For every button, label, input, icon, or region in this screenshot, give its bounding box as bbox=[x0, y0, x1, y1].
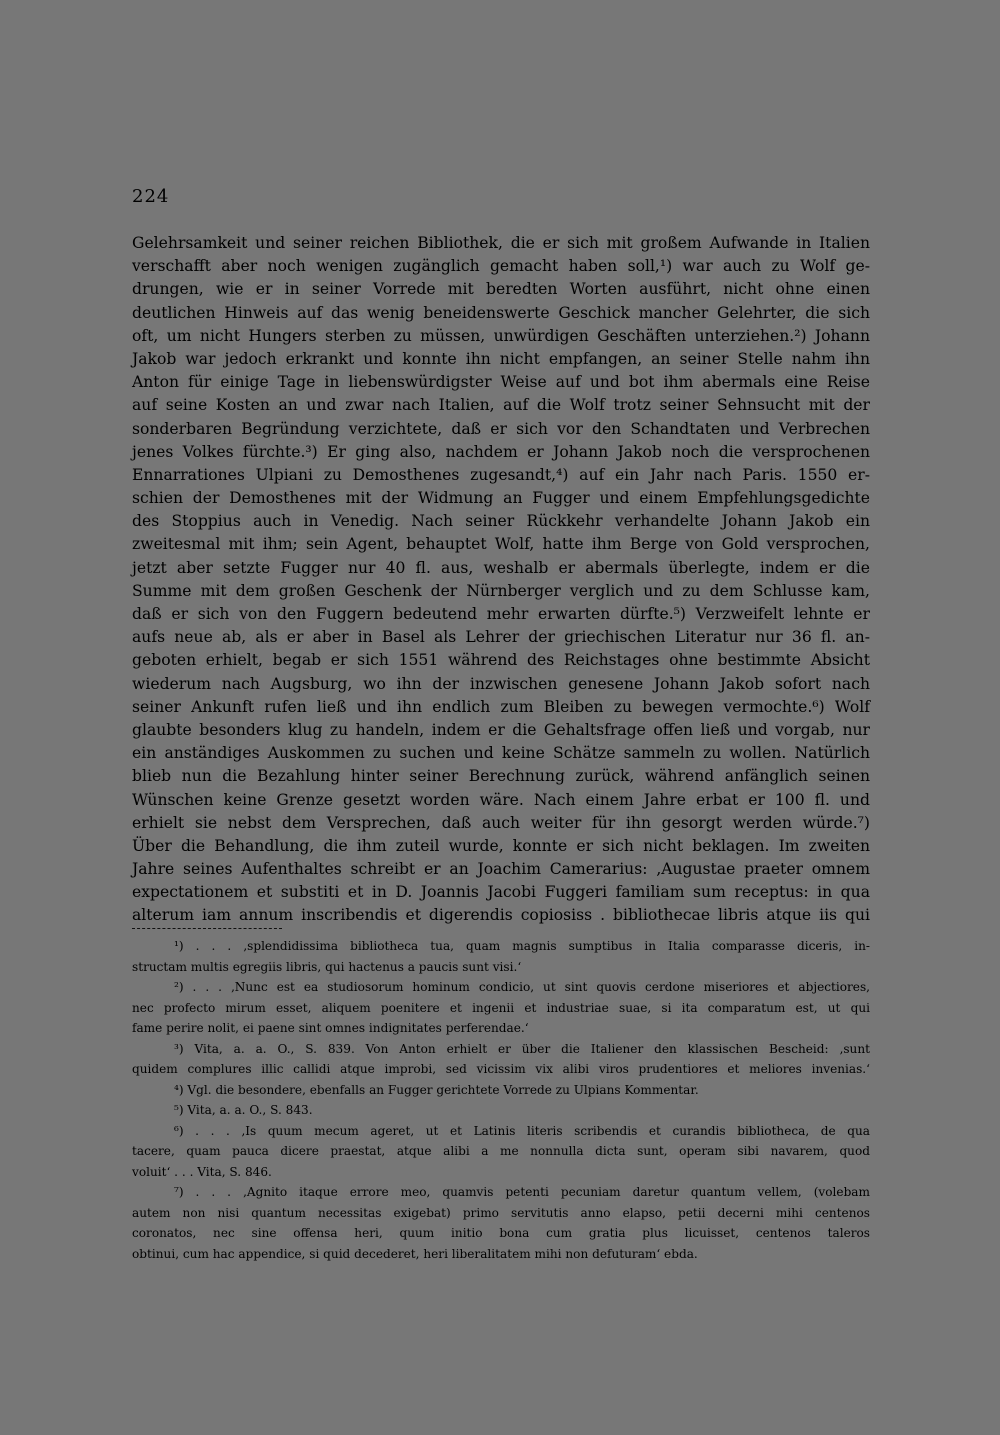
body-line: aufs neue ab, als er aber in Basel als Lehrer der griechischen Literatur nur 36 fl. an- bbox=[132, 628, 870, 647]
footnote-line: coronatos, nec sine offensa heri, quum initio bona cum gratia plus licuisset, centenos taleros bbox=[132, 1226, 870, 1240]
body-line: jetzt aber setzte Fugger nur 40 fl. aus, weshalb er abermals überlegte, indem er die bbox=[132, 558, 870, 577]
footnotes bbox=[132, 936, 870, 1264]
footnote-line: ³) Vita, a. a. O., S. 839. Von Anton erhielt er über die Italiener den klassischen Bescheid: ‚sunt bbox=[174, 1041, 870, 1056]
footnote-line: autem non nisi quantum necessitas exigebat) primo servitutis anno elapso, petii decerni mihi centenos bbox=[132, 1205, 870, 1220]
body-line: auf seine Kosten an und zwar nach Italien, auf die Wolf trotz seiner Sehnsucht mit der bbox=[132, 396, 870, 415]
body-line: Jahre seines Aufenthaltes schreibt er an Joachim Camerarius: ‚Augustae praeter omnem bbox=[132, 860, 870, 879]
footnote-line: tacere, quam pauca dicere praestat, atque alibi a me nonnulla dicta sunt, operam sibi navarem, quod bbox=[132, 1144, 870, 1158]
body-line: oft, um nicht Hungers sterben zu müssen, unwürdigen Geschäften unterziehen.²) Johann bbox=[132, 326, 870, 345]
body-line: blieb nun die Bezahlung hinter seiner Berechnung zurück, während anfänglich seinen bbox=[132, 767, 870, 786]
body-line: Jakob war jedoch erkrankt und konnte ihn nicht empfangen, an seiner Stelle nahm ihn bbox=[132, 349, 870, 368]
footnote-line: fame perire nolit, ei paene sint omnes indignitates perferendae.‘ bbox=[132, 1021, 529, 1035]
footnote-line: quidem complures illic callidi atque improbi, sed vicissim vix alibi viros prudentiores et meliores invenias.‘ bbox=[132, 1062, 870, 1076]
body-line: verschafft aber noch wenigen zugänglich gemacht haben soll,¹) war auch zu Wolf ge- bbox=[132, 257, 870, 276]
footnote-line: voluit‘ . . . Vita, S. 846. bbox=[132, 1164, 272, 1179]
body-text bbox=[132, 232, 870, 928]
body-line: ein anständiges Auskommen zu suchen und keine Schätze sammeln zu wollen. Natürlich bbox=[132, 744, 870, 763]
body-line: Summe mit dem großen Geschenk der Nürnberger verglich und zu dem Schlusse kam, bbox=[132, 581, 870, 600]
footnote-line: obtinui, cum hac appendice, si quid decederet, heri liberalitatem mihi non defuturam‘ ebda. bbox=[132, 1246, 698, 1261]
body-line: drungen, wie er in seiner Vorrede mit beredten Worten ausführt, nicht ohne einen bbox=[132, 280, 870, 299]
footnote-line: ⁵) Vita, a. a. O., S. 843. bbox=[174, 1103, 313, 1117]
body-line: expectationem et substiti et in D. Joannis Jacobi Fuggeri familiam sum receptus: in qua bbox=[132, 883, 870, 902]
body-line: Wünschen keine Grenze gesetzt worden wäre. Nach einem Jahre erbat er 100 fl. und bbox=[132, 790, 870, 809]
body-line: Gelehrsamkeit und seiner reichen Bibliothek, die er sich mit großem Aufwande in Italien bbox=[132, 234, 870, 252]
footnote-line: ⁷) . . . ‚Agnito itaque errore meo, quamvis petenti pecuniam daretur quantum vellem, (volebam bbox=[174, 1185, 870, 1199]
body-line: daß er sich von den Fuggern bedeutend mehr erwarten dürfte.⁵) Verzweifelt lehnte er bbox=[132, 605, 870, 623]
footnote-line: structam multis egregiis libris, qui hactenus a paucis sunt visi.‘ bbox=[132, 959, 522, 974]
body-line: Ennarrationes Ulpiani zu Demosthenes zugesandt,⁴) auf ein Jahr nach Paris. 1550 er- bbox=[132, 465, 870, 484]
footnote-line: ²) . . . ‚Nunc est ea studiosorum hominum condicio, ut sint quovis cerdone miseriores et abjectiores, bbox=[174, 980, 870, 994]
body-line: schien der Demosthenes mit der Widmung an Fugger und einem Empfehlungsgedichte bbox=[132, 489, 870, 508]
body-line: erhielt sie nebst dem Versprechen, daß auch weiter für ihn gesorgt werden würde.⁷) bbox=[132, 813, 870, 832]
body-line: alterum iam annum inscribendis et digerendis copiosiss . bibliothecae libris atque iis qui bbox=[132, 906, 870, 925]
body-line: sonderbaren Begründung verzichtete, daß er sich vor den Schandtaten und Verbrechen bbox=[132, 419, 870, 438]
page-number: 224 bbox=[132, 186, 170, 207]
footnote-line: ⁶) . . . ‚Is quum mecum ageret, ut et Latinis literis scribendis et curandis bibliotheca, de qua bbox=[174, 1123, 870, 1138]
footnote-line: ¹) . . . ‚splendidissima bibliotheca tua, quam magnis sumptibus in Italia comparasse diceris, in- bbox=[174, 939, 870, 953]
body-line: deutlichen Hinweis auf das wenig beneidenswerte Geschick mancher Gelehrter, die sich bbox=[132, 303, 870, 322]
footnote-line: nec profecto mirum esset, aliquem poenitere et ingenii et industriae suae, si ita comparatum est, ut qui bbox=[132, 1000, 870, 1015]
body-line: zweitesmal mit ihm; sein Agent, behauptet Wolf, hatte ihm Berge von Gold versprochen, bbox=[132, 535, 870, 554]
footnote-line: ⁴) Vgl. die besondere, ebenfalls an Fugger gerichtete Vorrede zu Ulpians Kommentar. bbox=[174, 1082, 699, 1097]
body-line: Anton für einige Tage in liebenswürdigster Weise auf und bot ihm abermals eine Reise bbox=[132, 373, 870, 392]
body-line: glaubte besonders klug zu handeln, indem er die Gehaltsfrage offen ließ und vorgab, nur bbox=[132, 720, 870, 739]
body-line: geboten erhielt, begab er sich 1551 während des Reichstages ohne bestimmte Absicht bbox=[132, 651, 870, 670]
body-line: jenes Volkes fürchte.³) Er ging also, nachdem er Johann Jakob noch die versprochenen bbox=[132, 442, 870, 461]
footnote-rule bbox=[132, 928, 282, 929]
body-line: des Stoppius auch in Venedig. Nach seiner Rückkehr verhandelte Johann Jakob ein bbox=[132, 512, 870, 531]
body-line: wiederum nach Augsburg, wo ihn der inzwischen genesene Johann Jakob sofort nach bbox=[132, 674, 870, 693]
body-line: Über die Behandlung, die ihm zuteil wurde, konnte er sich nicht beklagen. Im zweiten bbox=[132, 836, 870, 855]
body-line: seiner Ankunft rufen ließ und ihn endlich zum Bleiben zu bewegen vermochte.⁶) Wolf bbox=[132, 697, 870, 716]
